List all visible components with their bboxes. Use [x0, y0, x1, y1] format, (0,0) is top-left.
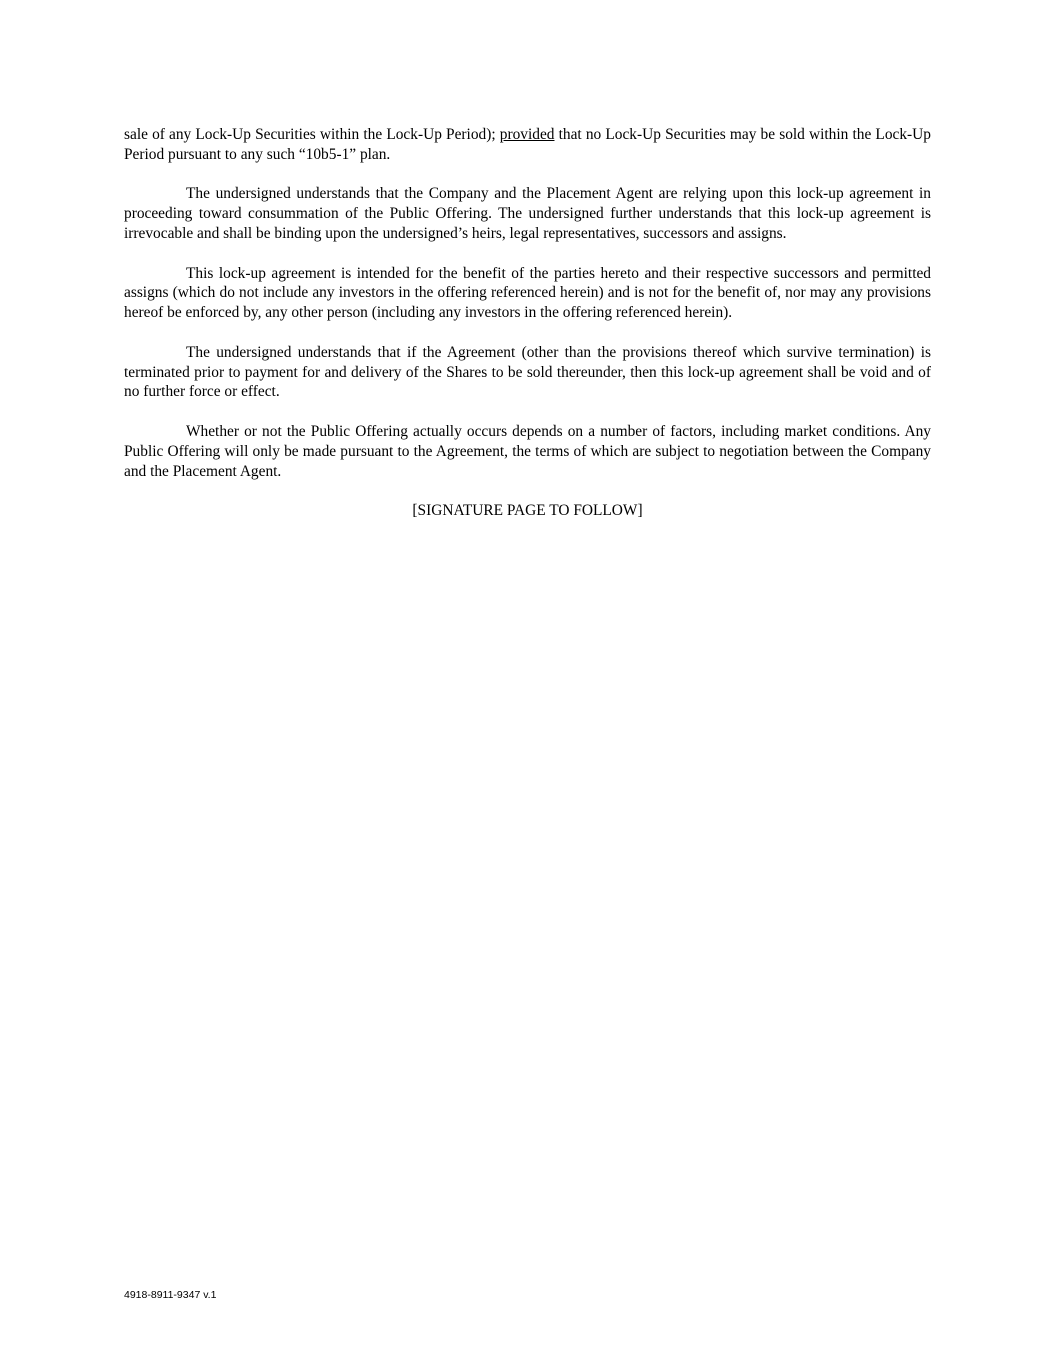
document-body — [124, 125, 931, 521]
paragraph-reliance: The undersigned understands that the Company and the Placement Agent are relying upon this lock-up agreement in proceeding toward consummation of the Public Offering. The undersigned further understands that this lock-up agreement is irrevocable and shall be binding upon the undersigned’s heirs, legal representatives, successors and assigns. — [124, 185, 931, 242]
paragraph-lockup-sale — [124, 125, 931, 165]
paragraph-1-text-end: that no Lock-Up Securities may be sold within the Lock-Up Period pursuant to any such “10b5-1” plan. — [124, 126, 931, 163]
provided-underlined-term: provided — [499, 126, 555, 143]
document-id-footer: 4918-8911-9347 v.1 — [124, 1289, 217, 1301]
paragraph-1-text-start: sale of any Lock-Up Securities within the Lock-Up Period); — [124, 126, 500, 143]
paragraph-termination: The undersigned understands that if the Agreement (other than the provisions thereof which survive termination) is terminated prior to payment for and delivery of the Shares to be sold thereunder, then this lock-up agreement shall be void and of no further force or effect. — [124, 343, 931, 401]
paragraph-public-offering: Whether or not the Public Offering actually occurs depends on a number of factors, including market conditions. Any Public Offering will only be made pursuant to the Agreement, the terms of which are subject to negotiation between the Company and the Placement Agent. — [124, 422, 931, 480]
signature-page-notice: [SIGNATURE PAGE TO FOLLOW] — [412, 502, 643, 520]
paragraph-benefit: This lock-up agreement is intended for the benefit of the parties hereto and their respective successors and permitted assigns (which do not include any investors in the offering referenced herein) and is not for the benefit of, nor may any provisions hereof be enforced by, any other person (including any investors in the offering referenced herein). — [124, 264, 931, 322]
